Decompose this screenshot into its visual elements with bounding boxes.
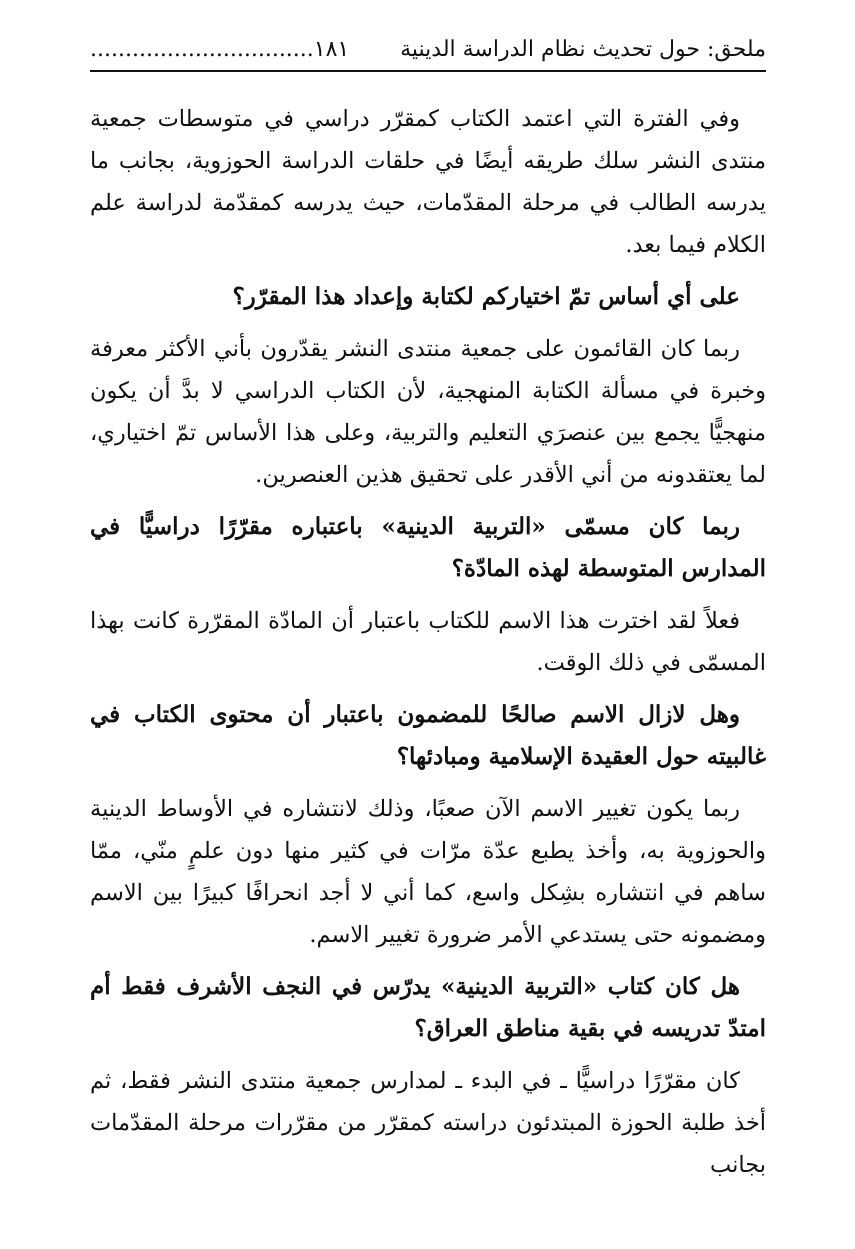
interview-question: هل كان كتاب «التربية الدينية» يدرّس في النجف الأشرف فقط أم امتدّ تدريسه في بقية مناطق العراق؟ [90, 973, 766, 1042]
header-page-number-value: ١٨١ [313, 37, 350, 62]
paragraph: كان مقرّرًا دراسيًّا ـ في البدء ـ لمدارس جمعية منتدى النشر فقط، ثم أخذ طلبة الحوزة المبتدئون دراسته كمقرّر من مقرّرات مرحلة المقدّمات بجانب [90, 1068, 766, 1178]
book-page [90, 30, 766, 1196]
paragraph: فعلاً لقد اخترت هذا الاسم للكتاب باعتبار أن المادّة المقرّرة كانت بهذا المسمّى في ذلك الوقت. [90, 608, 766, 676]
header-leader-dots: ................................ [90, 37, 314, 62]
page-body [90, 98, 766, 1186]
interview-question: على أي أساس تمّ اختياركم لكتابة وإعداد هذا المقرّر؟ [232, 283, 740, 310]
interview-question: وهل لازال الاسم صالحًا للمضمون باعتبار أن محتوى الكتاب في غالبيته حول العقيدة الإسلامية ومبادئها؟ [90, 701, 766, 770]
paragraph: ربما يكون تغيير الاسم الآن صعبًا، وذلك لانتشاره في الأوساط الدينية والحوزوية به، وأخذ يطبع عدّة مرّات في كثير منها دون علمٍ منّي، ممّا ساهم في انتشاره بشِكل واسع، كما أني لا أجد انحرافًا كبيرًا بين الاسم ومضمونه حتى يستدعي الأمر ضرورة تغيير الاسم. [90, 796, 766, 948]
header-title: ملحق: حول تحديث نظام الدراسة الدينية [400, 37, 766, 62]
interview-question: ربما كان مسمّى «التربية الدينية» باعتباره مقرّرًا دراسيًّا في المدارس المتوسطة لهذه المادّة؟ [90, 513, 766, 582]
running-header [90, 30, 766, 70]
paragraph: ربما كان القائمون على جمعية منتدى النشر يقدّرون بأني الأكثر معرفة وخبرة في مسألة الكتابة المنهجية، لأن الكتاب الدراسي لا بدَّ أن يكون منهجيًّا يجمع بين عنصرَي التعليم والتربية، وعلى هذا الأساس تمّ اختياري، لما يعتقدونه من أني الأقدر على تحقيق هذين العنصرين. [90, 336, 766, 488]
header-page-number [90, 30, 349, 70]
header-rule [90, 70, 766, 72]
paragraph: وفي الفترة التي اعتمد الكتاب كمقرّر دراسي في متوسطات جمعية منتدى النشر سلك طريقه أيضًا في حلقات الدراسة الحوزوية، بجانب ما يدرسه الطالب في مرحلة المقدّمات، حيث يدرسه كمقدّمة لدراسة علم الكلام فيما بعد. [90, 106, 766, 258]
